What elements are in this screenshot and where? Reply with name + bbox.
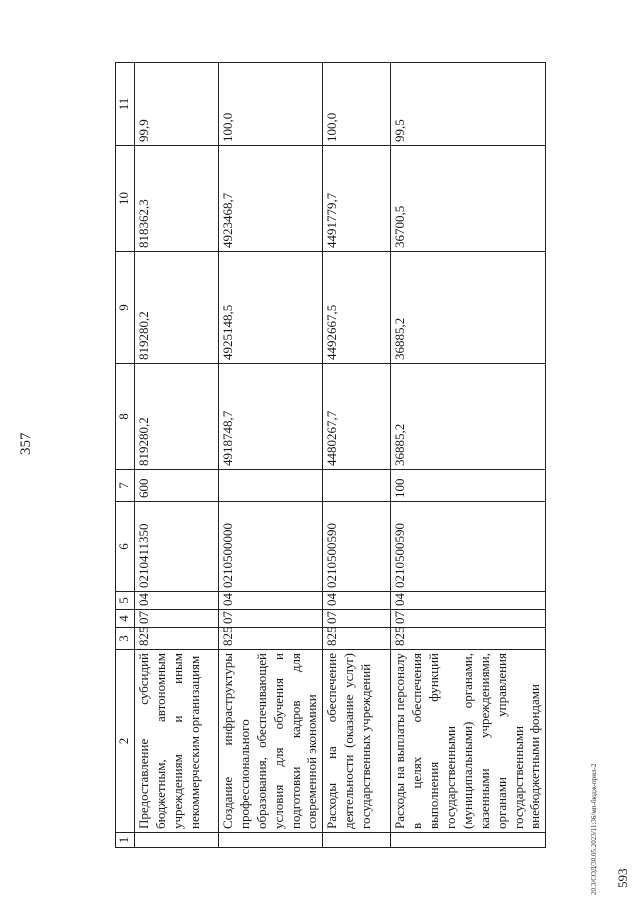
cell-value-col9: 819280,2 [135, 252, 219, 364]
cell-value-col10: 4923468,7 [219, 146, 323, 252]
cell-value-col11: 100,0 [323, 63, 391, 146]
col-header-7: 7 [116, 470, 135, 502]
cell-value-col9: 4925148,5 [219, 252, 323, 364]
col-header-11: 11 [116, 63, 135, 146]
cell-ministry-code: 825 [219, 628, 323, 650]
cell-target-article: 0210500000 [219, 502, 323, 592]
cell-section-code: 07 [323, 610, 391, 628]
table-row [219, 63, 323, 848]
cell-subsection-code: 04 [135, 592, 219, 610]
row-description: Предоставление субсидий бюджетным, автономным учреждениям и иным некоммерческим организациям [135, 650, 219, 833]
cell-ministry-code: 825 [135, 628, 219, 650]
cell-subsection-code: 04 [323, 592, 391, 610]
cell-ministry-code: 825 [391, 628, 546, 650]
cell-section-code: 07 [391, 610, 546, 628]
col-header-5: 5 [116, 592, 135, 610]
table-row [323, 63, 391, 848]
cell-target-article: 0210500590 [391, 502, 546, 592]
budget-table [115, 62, 546, 848]
col-header-10: 10 [116, 146, 135, 252]
cell-value-col11: 99,5 [391, 63, 546, 146]
col-header-3: 3 [116, 628, 135, 650]
table-row [391, 63, 546, 848]
cell-value-col10: 36700,5 [391, 146, 546, 252]
header-row [116, 63, 135, 848]
cell-expense-type: 100 [391, 470, 546, 502]
cell-col1 [219, 833, 323, 848]
col-header-1: 1 [116, 833, 135, 848]
cell-value-col11: 100,0 [219, 63, 323, 146]
cell-section-code: 07 [219, 610, 323, 628]
budget-table-page [115, 63, 545, 848]
cell-value-col8: 819280,2 [135, 364, 219, 470]
row-description: Расходы на выплаты персоналу в целях обеспечения выполнения функций государственными (муниципальными) органами, казенными учреждениями, органами управления государственными внебюджетными фондами [391, 650, 546, 833]
cell-target-article: 0210500590 [323, 502, 391, 592]
table-row [135, 63, 219, 848]
row-description: Создание инфраструктуры профессионального образования, обеспечивающей условия для обучения и подготовки кадров для современной экономики [219, 650, 323, 833]
cell-expense-type [323, 470, 391, 502]
col-header-9: 9 [116, 252, 135, 364]
cell-col1 [391, 833, 546, 848]
page-number-top: 357 [18, 432, 34, 455]
col-header-4: 4 [116, 610, 135, 628]
page-number-bottom: 593 [615, 868, 630, 888]
col-header-2: 2 [116, 650, 135, 833]
document-stamp: 20.3/СОД/30.05.2023/11:36/мп-бюдж-прил-2 [590, 763, 598, 895]
cell-target-article: 0210411350 [135, 502, 219, 592]
cell-value-col10: 818362,3 [135, 146, 219, 252]
cell-value-col9: 36885,2 [391, 252, 546, 364]
cell-expense-type: 600 [135, 470, 219, 502]
cell-subsection-code: 04 [219, 592, 323, 610]
cell-expense-type [219, 470, 323, 502]
col-header-6: 6 [116, 502, 135, 592]
row-description: Расходы на обеспечение деятельности (оказание услуг) государственных учреждений [323, 650, 391, 833]
cell-value-col10: 4491779,7 [323, 146, 391, 252]
cell-ministry-code: 825 [323, 628, 391, 650]
cell-value-col11: 99,9 [135, 63, 219, 146]
cell-value-col9: 4492667,5 [323, 252, 391, 364]
col-header-8: 8 [116, 364, 135, 470]
cell-value-col8: 4918748,7 [219, 364, 323, 470]
cell-section-code: 07 [135, 610, 219, 628]
cell-value-col8: 4480267,7 [323, 364, 391, 470]
cell-value-col8: 36885,2 [391, 364, 546, 470]
cell-col1 [323, 833, 391, 848]
cell-subsection-code: 04 [391, 592, 546, 610]
cell-col1 [135, 833, 219, 848]
